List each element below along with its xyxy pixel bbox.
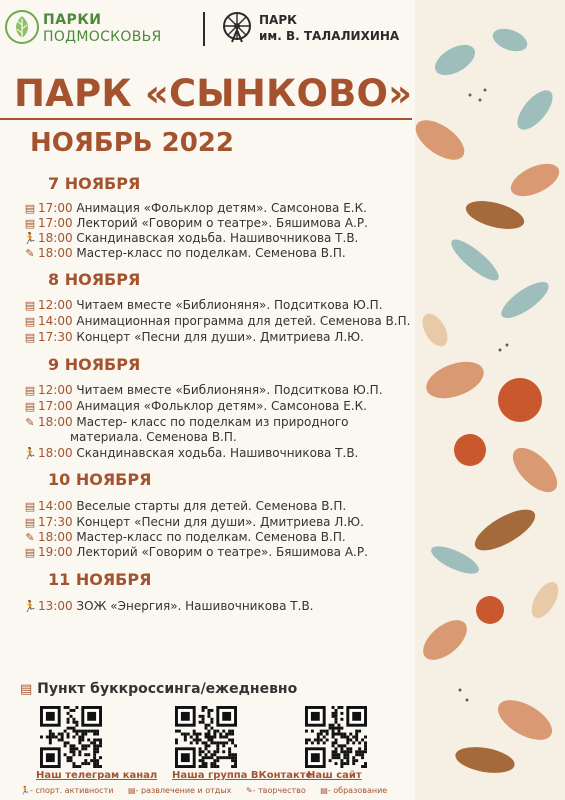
ferris-wheel-logo-icon [220,10,254,44]
bookcrossing-text: Пункт буккроссинга/ежедневно [37,681,298,697]
event-row [22,399,367,414]
event-text: Концерт «Песни для души». Дмитриева Л.Ю. [76,330,364,344]
event-time: 18:00 [38,530,73,544]
event-text: Анимация «Фольклор детям». Самсонова Е.К. [76,399,367,413]
event-time: 14:00 [38,314,73,328]
header-divider [203,12,205,46]
book-icon: ▤ [24,500,36,513]
book-icon: ▤ [24,516,36,529]
site-qr-code[interactable] [305,706,367,768]
day-heading: 8 НОЯБРЯ [48,270,141,289]
legend-leisure: ▤- развлечение и отдых [127,786,232,795]
page-title: ПАРК «СЫНКОВО» [14,72,413,115]
logo-park-line2: им. В. ТАЛАЛИХИНА [259,29,400,43]
event-time: 18:00 [38,446,73,460]
open-book-icon: ▤ [20,682,33,697]
event-text: Анимационная программа для детей. Семенова В.П. [76,314,411,328]
book-icon: ▤ [24,217,36,230]
event-row [22,216,368,231]
book-icon: ▤ [24,202,36,215]
event-row [22,499,346,514]
telegram-qr-code[interactable] [40,706,102,768]
event-row [22,298,383,313]
telegram-link[interactable]: Наш телеграм канал [36,770,158,781]
event-text: Скандинавская ходьба. Нашивочникова Т.В. [76,446,359,460]
event-text: Мастер-класс по поделкам. Семенова В.П. [76,530,346,544]
event-row [22,599,314,614]
book-icon: ▤ [24,384,36,397]
event-text: Читаем вместе «Библионяня». Подситкова Ю.П. [76,298,383,312]
event-text: Скандинавская ходьба. Нашивочникова Т.В. [76,231,359,245]
event-row [22,246,346,261]
book-icon: ▤ [24,400,36,413]
book-icon: ▤ [24,331,36,344]
book-icon: ▤ [24,546,36,559]
event-text: ЗОЖ «Энергия». Нашивочникова Т.В. [76,599,314,613]
palette-icon: ✎ [25,416,35,429]
event-row [22,314,410,329]
event-row [22,545,368,560]
run-icon: 🏃 [23,447,37,460]
header [5,8,415,50]
event-time: 19:00 [38,545,73,559]
event-time: 13:00 [38,599,73,613]
event-text: Концерт «Песни для души». Дмитриева Л.Ю. [76,515,364,529]
logo-parks-line2: ПОДМОСКОВЬЯ [43,29,162,45]
event-row [22,383,383,398]
day-heading: 7 НОЯБРЯ [48,174,141,193]
event-time: 12:00 [38,383,73,397]
event-row [22,530,346,545]
event-row [22,231,358,246]
day-heading: 9 НОЯБРЯ [48,355,141,374]
event-text: Лекторий «Говорим о театре». Бяшимова А.Р. [76,545,368,559]
floral-decoration-image [415,0,565,800]
event-time: 14:00 [38,499,73,513]
run-icon: 🏃 [23,600,37,613]
day-heading: 11 НОЯБРЯ [48,570,152,589]
event-time: 17:30 [38,515,73,529]
legend-creative: ✎- творчество [245,786,306,795]
event-time: 18:00 [38,231,73,245]
event-text-continued: материала. Семенова В.П. [70,430,237,444]
event-row [22,415,349,430]
event-text: Мастер- класс по поделкам из природного [76,415,349,429]
book-icon: ▤ [24,315,36,328]
event-time: 12:00 [38,298,73,312]
book-icon: ▤ [24,299,36,312]
legend-education: ▤- образование [320,786,388,795]
title-underline [0,118,412,120]
month-heading: НОЯБРЬ 2022 [30,128,234,158]
event-row [22,446,358,461]
palette-icon: ✎ [25,531,35,544]
event-time: 17:00 [38,216,73,230]
event-text: Мастер-класс по поделкам. Семенова В.П. [76,246,346,260]
logo-parks-line1: ПАРКИ [43,12,102,28]
run-icon: 🏃 [23,232,37,245]
event-text: Лекторий «Говорим о театре». Бяшимова А.Р. [76,216,368,230]
palette-icon: ✎ [25,247,35,260]
event-time: 17:30 [38,330,73,344]
vk-qr-code[interactable] [175,706,237,768]
bookcrossing-heading [20,681,297,697]
day-heading: 10 НОЯБРЯ [48,470,152,489]
event-row [22,515,364,530]
icon-legend [20,786,399,795]
event-text: Анимация «Фольклор детям». Самсонова Е.К. [76,201,367,215]
event-row [22,201,367,216]
event-time: 17:00 [38,399,73,413]
event-text: Читаем вместе «Библионяня». Подситкова Ю.П. [76,383,383,397]
logo-park-line1: ПАРК [259,13,297,27]
legend-sport: 🏃- спорт. активности [20,786,114,795]
event-text: Веселые старты для детей. Семенова В.П. [76,499,347,513]
parks-leaf-logo-icon [5,10,39,44]
event-time: 17:00 [38,201,73,215]
event-time: 18:00 [38,246,73,260]
site-link[interactable]: Наш сайт [307,770,362,781]
event-time: 18:00 [38,415,73,429]
vk-link[interactable]: Наша группа ВКонтакте [172,770,313,781]
event-row [22,330,364,345]
